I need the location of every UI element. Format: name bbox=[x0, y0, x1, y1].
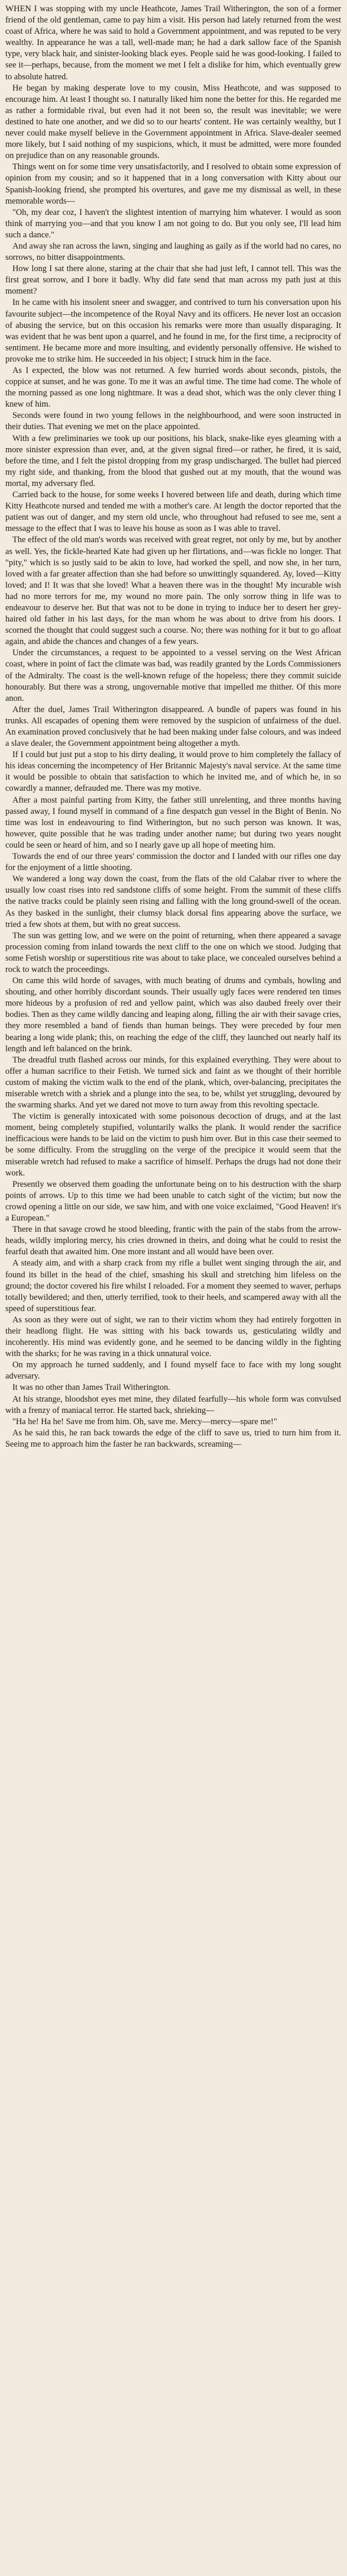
story-paragraph: How long I sat there alone, staring at the chair that she had just left, I cannot tell. This was the first great sorrow, and I bore it badly. Why did fate send that man across my path just at this moment? bbox=[5, 264, 341, 297]
story-paragraph: And away she ran across the lawn, singing and laughing as gaily as if the world had no cares, no sorrows, no bitter disappointments. bbox=[5, 241, 341, 263]
story-body bbox=[5, 4, 341, 1450]
story-paragraph: The effect of the old man's words was received with great regret, not only by me, but by another as well. Yes, the fickle-hearted Kate had given up her flirtations, and—was fickle no longer. That "pity," which is so justly said to be akin to love, had worked the spell, and now she, in her turn, loved with a far greater affection than she had before so unwittingly squandered. Ay, loved—Kitty loved; and I! It was that she loved! What a heaven there was in the thought! My incurable wish had no more terrors for me, my wound no more pain. The only sorrow thing in life was to endeavour to deserve her. But that was not to be done in trying to induce her to desert her grey-haired old father in his last days, for the man whom he was about to drive from his doors. I scorned the thought that could suggest such a course. No; there was nothing for it but to go afloat again, and abide the chances and changes of a few years. bbox=[5, 535, 341, 647]
story-paragraph: At his strange, bloodshot eyes met mine, they dilated fearfully—his whole form was convulsed with a frenzy of maniacal terror. He started back, shrieking— bbox=[5, 1394, 341, 1415]
story-paragraph: After a most painful parting from Kitty, the father still unrelenting, and three months having passed away, I found myself in command of a fine despatch gun vessel in the Bight of Benin. No time was lost in endeavouring to find Witherington, but no such person was known. It was, however, quite possible that he was trading under another name; but during two years nought could be seen or heard of him, and so I nearly gave up all hope of meeting him. bbox=[5, 795, 341, 850]
story-paragraph: It was no other than James Trail Witherington. bbox=[12, 1383, 170, 1393]
story-paragraph: On came this wild horde of savages, with much beating of drums and cymbals, howling and shouting, and other horribly discordant sounds. Their usually ugly faces were rendered ten times more hideous by a profusion of red and yellow paint, which was also daubed freely over their bodies. Then as they came wildly dancing and leaping along, filling the air with their savage cries, they more resembled a band of fiends than human beings. They were preceded by four men bearing a long wide plank; this, on reaching the edge of the cliff, they launched out nearly half its length and left balanced on the brink. bbox=[5, 976, 341, 1054]
story-paragraph: Towards the end of our three years' commission the doctor and I landed with our rifles one day for the enjoyment of a little shooting. bbox=[5, 852, 341, 873]
story-paragraph: As he said this, he ran back towards the edge of the cliff to save us, tried to turn him from it. Seeing me to approach him the faster he ran backwards, screaming— bbox=[5, 1428, 341, 1449]
story-paragraph: After the duel, James Trail Witherington disappeared. A bundle of papers was found in his trunks. All escapades of opening them were removed by the suspicion of unfairness of the duel. An examination proved conclusively that he had been making under false colours, and was indeed a slave dealer, the Government appointment being altogether a myth. bbox=[5, 704, 341, 749]
story-paragraph: He began by making desperate love to my cousin, Miss Heathcote, and was supposed to encourage him. At least I thought so. I naturally liked him none the better for this. He regarded me as rather a formidable rival, but even had it not been so, the result was inevitable; we were destined to hate one another, and we did so to our hearts' content. He was certainly wealthy, but I never could make myself believe in the Government appointment in Africa. Slave-dealer seemed more likely, but I said nothing of my suspicions, which, it must be admitted, were more founded on prejudice than on any reasonable grounds. bbox=[5, 83, 341, 161]
story-paragraph: We wandered a long way down the coast, from the flats of the old Calabar river to where the usually low coast rises into red sandstone cliffs of some height. From the summit of these cliffs the native tracks could be plainly seen rising and falling with the long ground-swell of the ocean. As they basked in the sunlight, their clumsy black dorsal fins appearing above the surface, we tried a few shots at them, but with no great success. bbox=[5, 874, 341, 929]
story-paragraph: "Ha he! Ha he! Save me from him. Oh, save me. Mercy—mercy—spare me!" bbox=[12, 1416, 277, 1427]
story-paragraph: Carried back to the house, for some weeks I hovered between life and death, during which time Kitty Heathcote nursed and tended me with a mother's care. At length the doctor reported that the patient was out of danger, and my stern old uncle, who throughout had refused to see me, sent a message to the effect that I was to leave his house as soon as I was able to travel. bbox=[5, 490, 341, 534]
story-paragraph: On my approach he turned suddenly, and I found myself face to face with my long sought adversary. bbox=[5, 1360, 341, 1382]
story-paragraph: A steady aim, and with a sharp crack from my rifle a bullet went singing through the air, and found its billet in the head of the chief, smashing his skull and stretching him lifeless on the ground; the doctor covered his fire whilst I reloaded. For a moment they seemed to waver, perhaps totally bewildered; and then, utterly terrified, took to their heels, and scampered away with all the speed of superstitious fear. bbox=[5, 1258, 341, 1313]
story-paragraph: Under the circumstances, a request to be appointed to a vessel serving on the West African coast, where in point of fact the climate was bad, was readily granted by the Lords Commissioners of the Admiralty. The coast is the well-known refuge of the hopeless; there they commit suicide honourably. But there was a strong, ungovernable motive that impelled me thither. Of this more anon. bbox=[5, 648, 341, 703]
story-paragraph: As I expected, the blow was not returned. A few hurried words about seconds, pistols, the coppice at sunset, and he was gone. To me it was an awful time. The time had come. The whole of the morning passed as one long nightmare. It was a dead shot, which was the only clever thing I knew of him. bbox=[5, 366, 341, 410]
story-paragraph: If I could but just put a stop to his dirty dealing, it would prove to him completely the fallacy of his ideas concerning the incompetency of Her Britannic Majesty's naval service. At the same time it would be possible to obtain that satisfaction to which he invited me, and of which he, in so cowardly a manner, defrauded me. There was my motive. bbox=[5, 750, 341, 794]
story-paragraph: Presently we observed them goading the unfortunate being on to his destruction with the sharp points of arrows. Up to this time we had been unable to catch sight of the victim; but now the crowd opening a little on our side, we saw him, and with one voice exclaimed, "Good Heaven! it's a European." bbox=[5, 1179, 341, 1223]
story-paragraph: Seconds were found in two young fellows in the neighbourhood, and were soon instructed in their duties. That evening we met on the place appointed. bbox=[5, 411, 341, 432]
story-paragraph: Things went on for some time very unsatisfactorily, and I resolved to obtain some expression of opinion from my cousin; and so it happened that in a long conversation with Kitty about our Spanish-looking friend, she prompted his overtures, and gave me my dismissal as well, in these memorable words— bbox=[5, 162, 341, 206]
story-paragraph: The dreadful truth flashed across our minds, for this explained everything. They were about to offer a human sacrifice to their Fetish. We turned sick and faint as we thought of their horrible custom of making the victim walk to the end of the plank, which, over-balancing, precipitates the miserable wretch with a shriek and a plunge into the sea, to be, whilst yet struggling, devoured by the swarming sharks. And yet we dared not move to turn away from this revolting spectacle. bbox=[5, 1055, 341, 1110]
story-paragraph: The victim is generally intoxicated with some poisonous decoction of drugs, and at the last moment, being completely stupified, voluntarily walks the plank. It would render the sacrifice inefficacious were hands to be laid on the victim to push him over. But in this case their seemed to be some difficulty. From the struggling on the verge of the precipice it would seem that the miserable wretch had refused to make a sacrifice of himself. Perhaps the drugs had not done their work. bbox=[5, 1112, 341, 1178]
story-paragraph: The sun was getting low, and we were on the point of returning, when there appeared a savage procession coming from inland towards the next cliff to the one on which we stood. Judging that some Fetish worship or superstitious rite was about to take place, we concealed ourselves behind a rock to watch the proceedings. bbox=[5, 930, 341, 974]
story-paragraph: WHEN I was stopping with my uncle Heathcote, James Trail Witherington, the son of a former friend of the old gentleman, came to pay him a visit. His person had lately returned from the west coast of Africa, where he was said to hold a Government appointment, and was reputed to be very wealthy. In appearance he was a tall, well-made man; he had a dark sallow face of the Spanish type, very black hair, and sinister-looking black eyes. People said he was good-looking. I failed to see it—perhaps, because, from the moment we met I felt a dislike for him, which eventually grew to absolute hatred. bbox=[5, 4, 341, 82]
story-paragraph: With a few preliminaries we took up our positions, his black, snake-like eyes gleaming with a more sinister expression than ever, and, at the given signal fired—or rather, he fired, it is said, before the time, and I felt the pistol dropping from my grasp undischarged. The bullet had pierced my right side, and thanking, from the blood that gushed out at my mouth, that the wound was mortal, my adversary fled. bbox=[5, 433, 341, 488]
story-paragraph: In he came with his insolent sneer and swagger, and contrived to turn his conversation upon his favourite subject—the incompetence of the Royal Navy and its officers. He never lost an occasion of abusing the service, but on this occasion his remarks were more than usually disparaging. It was evident that he was bent upon a quarrel, and he found in me, for the first time, a reciprocity of sentiment. He became more and more insulting, and evidently personally offensive. He wished to provoke me to strike him. He succeeded in his object; I struck him in the face. bbox=[5, 298, 341, 364]
story-paragraph: There in that savage crowd he stood bleeding, frantic with the pain of the stabs from the arrow-heads, wildly imploring mercy, his cries drowned in theirs, and doing what he could to resist the fearful death that awaited him. One more instant and all would have been over. bbox=[5, 1225, 341, 1257]
story-paragraph: "Oh, my dear coz, I haven't the slightest intention of marrying him whatever. I would as soon think of marrying you—and that you know I am not going to do. But you only see, I'll lead him such a dance." bbox=[5, 207, 341, 240]
story-paragraph: As soon as they were out of sight, we ran to their victim whom they had entirely forgotten in their headlong flight. He was sitting with his back towards us, gesticulating wildly and incoherently. His mind was evidently gone, and he seemed to be dancing wildly in the fighting with the sharks; for he was raving in a thick unnatural voice. bbox=[5, 1315, 341, 1359]
